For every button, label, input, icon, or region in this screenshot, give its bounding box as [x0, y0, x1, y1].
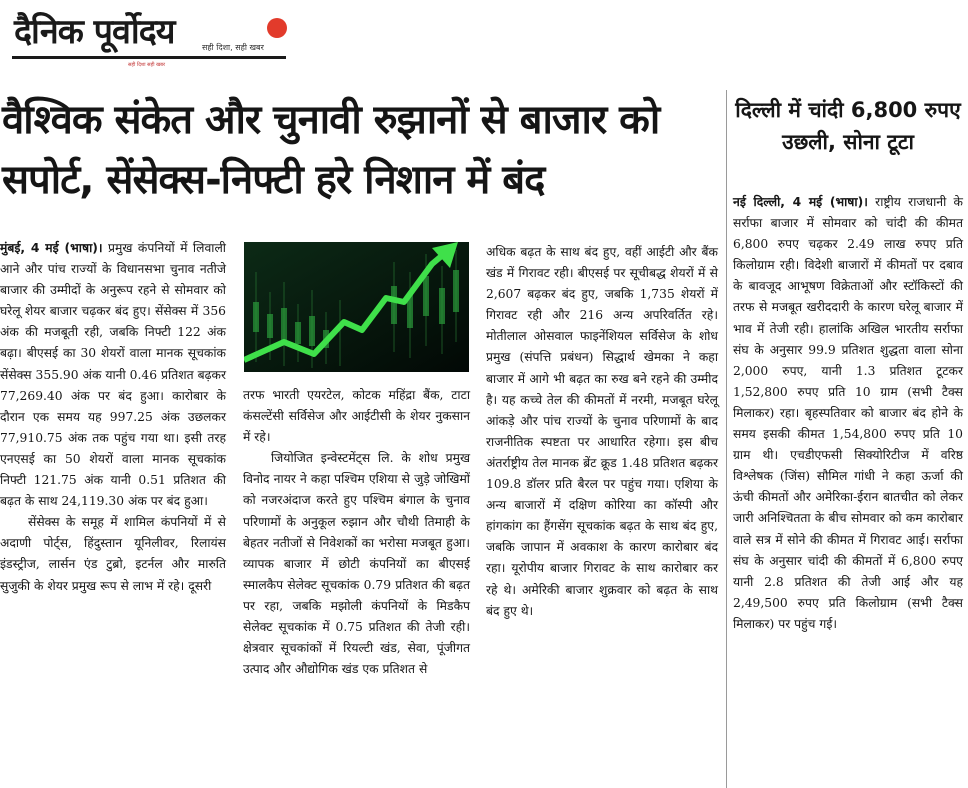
main-story-paragraph	[0, 238, 226, 512]
side-story-column	[733, 192, 963, 635]
side-story-text: राष्ट्रीय राजधानी के सर्राफा बाजार में सोमवार को चांदी की कीमत 6,800 रुपए चढ़कर 2.49 लाख रुपए प्रति किलोग्राम रही। विदेशी बाजारों में कीमतों पर दबाव के बावजूद आभूषण विक्रेताओं और स्टॉकिस्टों की तरफ से मजबूत खरीददारी के कारण घरेलू बाजार में भाव में तेजी रही। हालांकि अखिल भारतीय सर्राफा संघ के अनुसार 99.9 प्रतिशत शुद्धता वाला सोना 2,000 रुपए, यानी 1.3 प्रतिशत टूटकर 1,52,800 रुपए प्रति 10 ग्राम (सभी टैक्स मिलाकर) रहा। बृहस्पतिवार को बाजार बंद होने के समय इसकी कीमत 1,54,800 रुपए प्रति 10 ग्राम थी। एचडीएफसी सिक्योरिटीज में वरिष्ठ विश्लेषक (जिंस) सौमिल गांधी ने कहा ऊर्जा की ऊंची कीमतों और अमेरिका-ईरान बातचीत को लेकर जारी अनिश्चितता के बीच सोमवार को कम कारोबार वाले सत्र में सोने की कीमत में गिरावट आई। सर्राफा संघ के अनुसार चांदी की कीमतों में 6,800 रुपए यानी 2.8 प्रतिशत की तेजी आई और यह 2,49,500 रुपए प्रति किलोग्राम (सभी टैक्स मिलाकर) पर पहुंच गई।	[733, 195, 963, 631]
side-story-dateline: नई दिल्ली, 4 मई (भाषा)।	[733, 195, 868, 209]
newspaper-logo: दैनिक पूर्वोदय	[14, 12, 175, 52]
main-story-column-3	[486, 242, 718, 622]
side-headline: दिल्ली में चांदी 6,800 रुपए उछली, सोना टूटा	[735, 98, 961, 154]
main-story-paragraph: सेंसेक्स के समूह में शामिल कंपनियों में से अदाणी पोर्ट्स, हिंदुस्तान यूनिलीवर, रिलायंस इंडस्ट्रीज, लार्सन एंड टुब्रो, इटर्नल और मारुति सुजुकी के शेयर प्रमुख रूप से लाभ में रहे। दूसरी	[0, 515, 226, 593]
masthead-sub-tagline: सही दिशा सही खबर	[128, 62, 166, 68]
logo-sun-icon	[267, 18, 287, 38]
main-story-paragraph: तरफ भारती एयरटेल, कोटक महिंद्रा बैंक, टाटा कंसल्टेंसी सर्विसेज और आईटीसी के शेयर नुकसान में रहे।	[243, 388, 470, 445]
masthead-tagline: सही दिशा, सही खबर	[202, 43, 264, 52]
stock-chart-icon	[244, 242, 469, 372]
column-divider	[726, 90, 727, 788]
main-story-paragraph: जियोजित इन्वेस्टमेंट्स लि. के शोध प्रमुख विनोद नायर ने कहा पश्चिम एशिया से जुड़े जोखिमों को नजरअंदाज करते हुए पश्चिम बंगाल के चुनाव परिणामों के अनुकूल रुझान और चौथी तिमाही के बेहतर नतीजों से निवेशकों का भरोसा मजबूत हुआ। व्यापक बाजार में छोटी कंपनियों का बीएसई स्मालकैप सेलेक्ट सूचकांक 0.79 प्रतिशत की बढ़त पर रहा, जबकि मझोली कंपनियों के मिडकैप सेलेक्ट सूचकांक में 0.75 प्रतिशत की तेजी रही। क्षेत्रवार सूचकांकों में रियल्टी खंड, सेवा, पूंजीगत उत्पाद और औद्योगिक खंड एक प्रतिशत से	[243, 451, 470, 677]
main-headline: वैश्विक संकेत और चुनावी रुझानों से बाजार को सपोर्ट, सेंसेक्स-निफ्टी हरे निशान में बंद	[2, 97, 660, 203]
side-story-paragraph	[733, 192, 963, 635]
masthead-rule	[12, 56, 286, 59]
main-story-text: प्रमुख कंपनियों में लिवाली आने और पांच राज्यों के विधानसभा चुनाव नतीजे बाजार की उम्मीदों के अनुरूप रहने से सोमवार को घरेलू शेयर बाजार चढ़कर बंद हुए। सेंसेक्स में 356 अंक की मजबूती रही, जबकि निफ्टी 122 अंक बढ़ा। बीएसई का 30 शेयरों वाला मानक सूचकांक सेंसेक्स 355.90 अंक यानी 0.46 प्रतिशत बढ़कर 77,269.40 अंक पर बंद हुआ। कारोबार के दौरान एक समय यह 997.25 अंक उछलकर 77,910.75 अंक तक पहुंच गया था। इसी तरह एनएसई का 50 शेयरों वाला मानक सूचकांक निफ्टी 121.75 अंक यानी 0.51 प्रतिशत की बढ़त के साथ 24,119.30 अंक पर बंद हुआ।	[0, 241, 226, 509]
masthead	[10, 8, 290, 74]
main-story-dateline: मुंबई, 4 मई (भाषा)।	[0, 241, 103, 255]
main-story-column-1	[0, 238, 226, 597]
main-story-paragraph: अधिक बढ़त के साथ बंद हुए, वहीं आईटी और बैंक खंड में गिरावट रही। बीएसई पर सूचीबद्ध शेयरों में से 2,607 बढ़कर बंद हुए, जबकि 1,735 शेयरों में गिरावट रही और 216 अन्य अपरिवर्तित रहे। मोतीलाल ओसवाल फाइनेंशियल सर्विसेज के शोध प्रमुख (संपत्ति प्रबंधन) सिद्धार्थ खेमका ने कहा बाजार में आगे भी बढ़त का रुख बने रहने की उम्मीद है। यह कच्चे तेल की कीमतों में नरमी, मजबूत घरेलू आंकड़े और पांच राज्यों के चुनाव परिणामों के बाद राजनीतिक स्पष्टता पर आधारित रहेगा। इस बीच अंतर्राष्ट्रीय तेल मानक ब्रेंट क्रूड 1.48 प्रतिशत बढ़कर 109.8 डॉलर प्रति बैरल पर पहुंच गया। एशिया के अन्य बाजारों में दक्षिण कोरिया का कॉस्पी और हांगकांग का हैंगसेंग सूचकांक बढ़त के साथ बंद हुए, जबकि जापान में अवकाश के कारण कारोबार बंद रहा। यूरोपीय बाजार गिरावट के साथ कारोबार कर रहे थे। अमेरिकी बाजार शुक्रवार को बढ़त के साथ बंद हुए थे।	[486, 245, 718, 618]
stock-market-chart-arrow-image	[244, 242, 469, 372]
main-story-column-2	[243, 385, 470, 680]
